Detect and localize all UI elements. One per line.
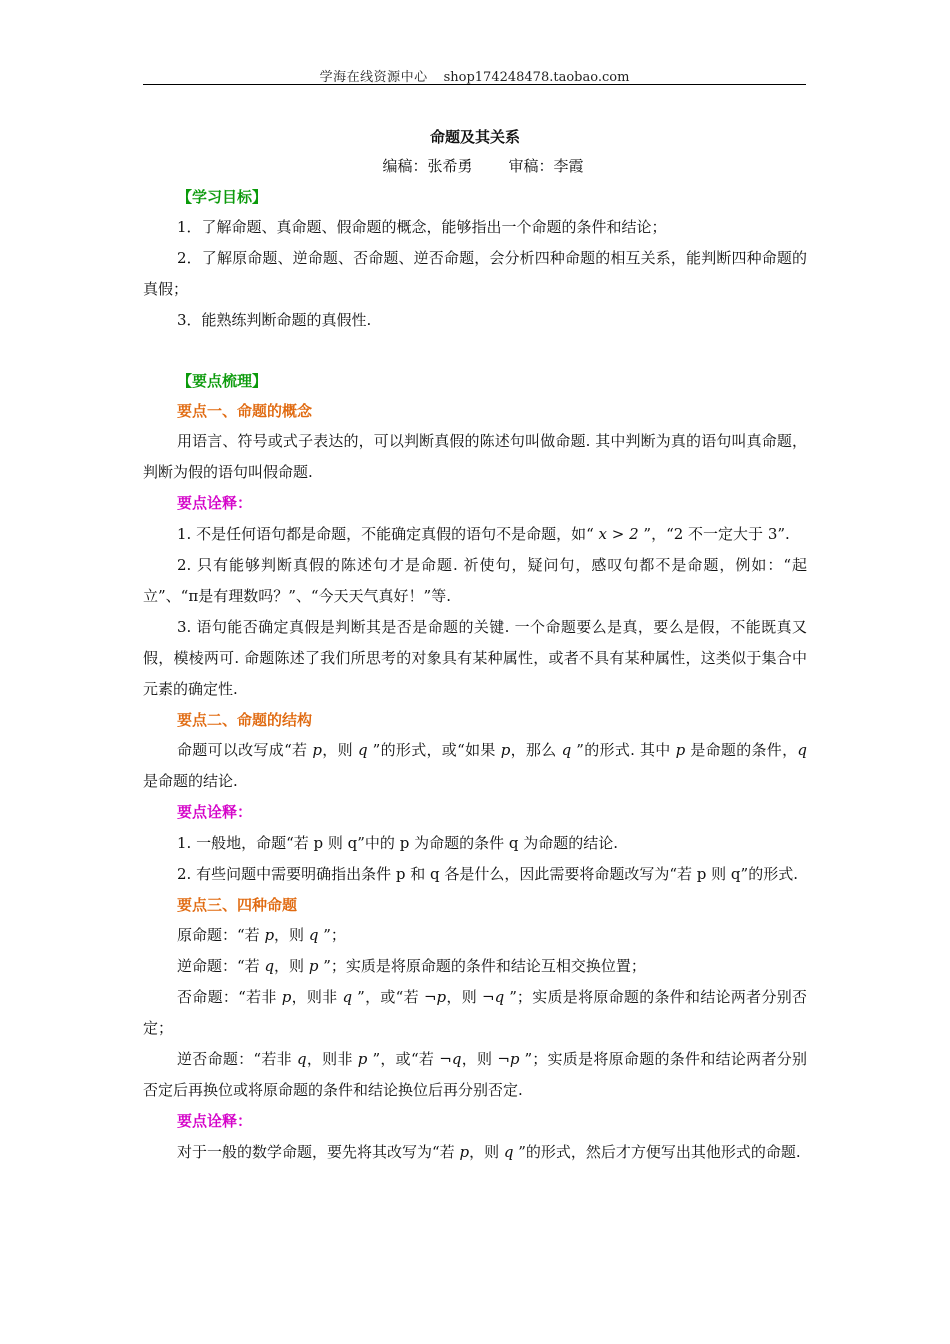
goal-item: 3．能熟练判断命题的真假性. [177, 311, 372, 329]
converse-proposition: 逆命题：“若 q，则 p ”；实质是将原命题的条件和结论互相交换位置； [177, 957, 646, 975]
points-heading: 【要点梳理】 [177, 372, 268, 390]
point2-note-label: 要点诠释： [177, 803, 253, 821]
header-shop-url: shop174248478.taobao.com [443, 70, 630, 85]
point1-note-1: 1. 不是任何语句都是命题，不能确定真假的语句不是命题，如“ x > 2 ”，“2 不一定大于 3”. [177, 525, 790, 543]
point2-title: 要点二、命题的结构 [177, 711, 313, 729]
doc-credits [159, 150, 807, 182]
math-x-gt-2: x > 2 [598, 525, 639, 543]
point2-body: 命题可以改写成“若 p，则 q ”的形式，或“如果 p，那么 q ”的形式. 其中 p 是命题的条件，q 是命题的结论. [143, 741, 808, 790]
doc-reviewer: 审稿：李霞 [508, 157, 584, 175]
inverse-proposition: 否命题：“若非 p，则非 q ”，或“若 ¬p，则 ¬q ”；实质是将原命题的条件和结论两者分别否定； [143, 988, 808, 1037]
page-header [143, 66, 806, 85]
doc-title: 命题及其关系 [429, 128, 520, 146]
point3-note-label: 要点诠释： [177, 1112, 253, 1130]
doc-editor: 编稿：张希勇 [382, 157, 473, 175]
point1-note-2: 2. 只有能够判断真假的陈述句才是命题. 祈使句，疑问句，感叹句都不是命题，例如：“起立”、“π是有理数吗？”、“今天天气真好！”等. [143, 556, 807, 605]
point1-body: 用语言、符号或式子表达的，可以判断真假的陈述句叫做命题. 其中判断为真的语句叫真命题，判断为假的语句叫假命题. [143, 432, 807, 481]
goal-item: 2．了解原命题、逆命题、否命题、逆否命题，会分析四种命题的相互关系，能判断四种命题的真假； [143, 249, 807, 298]
header-site-name: 学海在线资源中心 [319, 70, 428, 85]
point2-note-2: 2. 有些问题中需要明确指出条件 p 和 q 各是什么，因此需要将命题改写为“若 p 则 q”的形式. [177, 865, 798, 883]
document-body [143, 124, 807, 1168]
goals-heading: 【学习目标】 [177, 188, 268, 206]
point1-note-label: 要点诠释： [177, 494, 253, 512]
point1-note-3: 3. 语句能否确定真假是判断其是否是命题的关键. 一个命题要么是真，要么是假，不能既真又假，模棱两可. 命题陈述了我们所思考的对象具有某种属性，或者不具有某种属性，这类似于集合中元素的确定性. [143, 618, 807, 698]
point3-title: 要点三、四种命题 [177, 896, 298, 914]
goal-item: 1．了解命题、真命题、假命题的概念，能够指出一个命题的条件和结论； [177, 218, 667, 236]
original-proposition: 原命题：“若 p，则 q ”； [177, 926, 346, 944]
point2-note-1: 1. 一般地，命题“若 p 则 q”中的 p 为命题的条件 q 为命题的结论. [177, 834, 618, 852]
point1-title: 要点一、命题的概念 [177, 402, 313, 420]
contrapositive-proposition: 逆否命题：“若非 q，则非 p ”，或“若 ¬q，则 ¬p ”；实质是将原命题的条件和结论两者分别否定后再换位或将原命题的条件和结论换位后再分别否定. [143, 1050, 808, 1099]
point3-note: 对于一般的数学命题，要先将其改写为“若 p，则 q ”的形式，然后才方便写出其他形式的命题. [177, 1143, 801, 1161]
